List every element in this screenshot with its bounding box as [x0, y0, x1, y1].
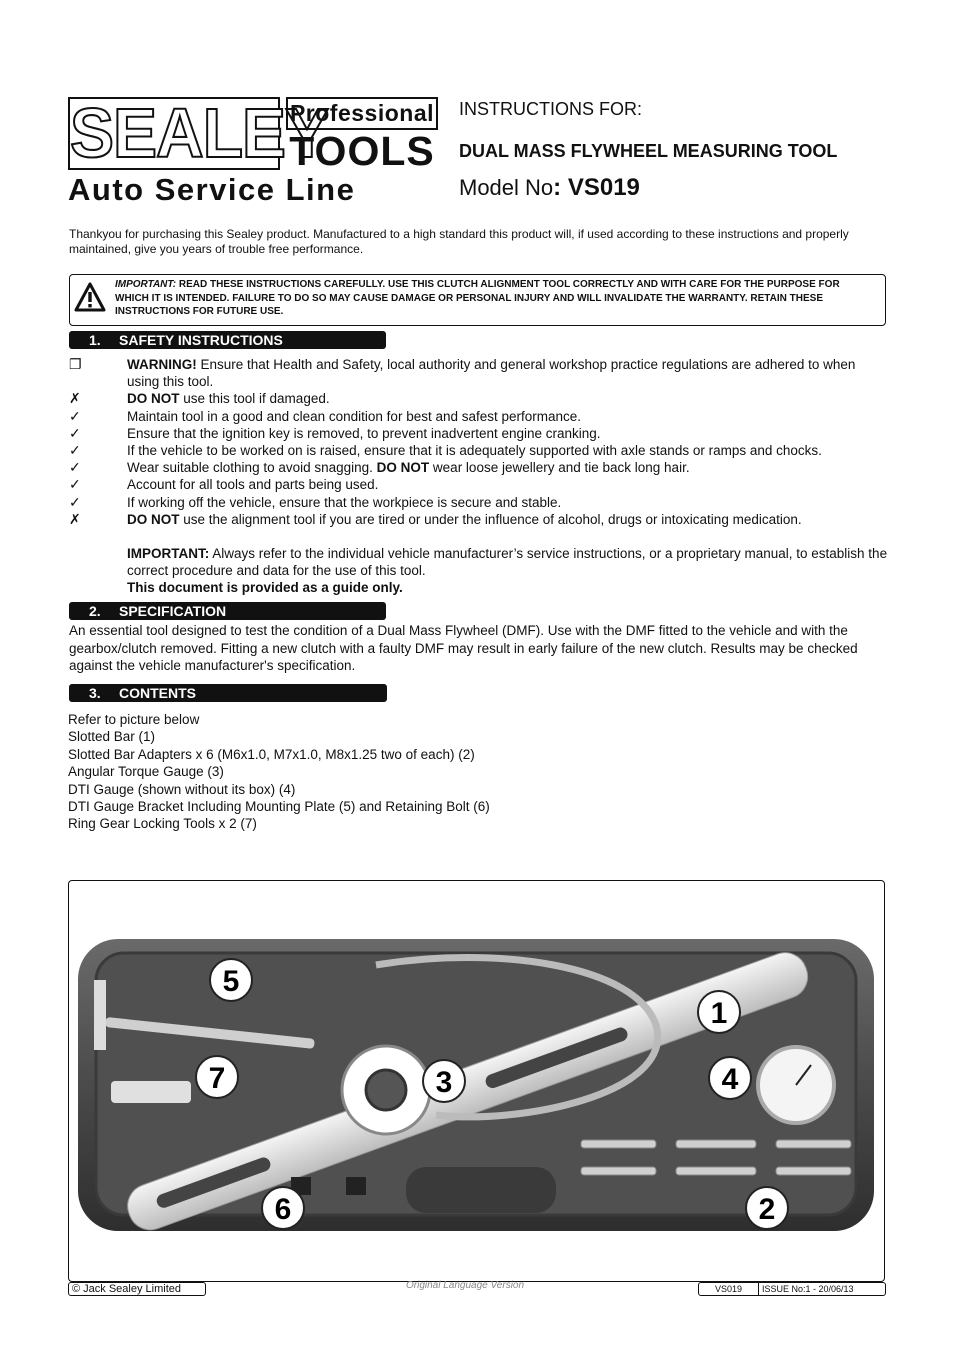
safety-bullet-icon: ❐ — [69, 356, 82, 372]
footer-issue: ISSUE No:1 - 20/06/13 — [762, 1284, 854, 1294]
safety-item — [69, 408, 889, 425]
safety-item — [69, 425, 889, 442]
footer-copyright: © Jack Sealey Limited — [68, 1282, 206, 1296]
footer-model: VS019 — [699, 1283, 759, 1295]
safety-item — [69, 356, 889, 390]
contents-list — [68, 711, 490, 833]
important-notice-text: IMPORTANT: READ THESE INSTRUCTIONS CAREFULLY. USE THIS CLUTCH ALIGNMENT TOOL CORRECTLY AND WITH CARE FOR THE PURPOSE FOR WHICH IT IS INTENDED. FAILURE TO DO SO MAY CAUSE DAMAGE OR PERSONAL INJURY AND WILL INVALIDATE THE WARRANTY. RETAIN THESE INSTRUCTIONS FOR FUTURE USE. — [115, 279, 840, 317]
callout-6: 6 — [274, 1193, 292, 1226]
safety-bullet-icon: ✓ — [69, 493, 81, 510]
contents-item: DTI Gauge (shown without its box) (4) — [68, 781, 296, 797]
contents-item: Ring Gear Locking Tools x 2 (7) — [68, 816, 257, 832]
safety-bullet-icon: ✓ — [69, 442, 81, 459]
callout-2: 2 — [758, 1193, 776, 1226]
safety-item — [69, 494, 889, 511]
safety-bullet-icon: ✓ — [69, 407, 81, 424]
safety-item-text: WARNING! Ensure that Health and Safety, local authority and general workshop practice regulations are adhered to when using this tool. — [127, 357, 856, 390]
callout-7: 7 — [208, 1062, 226, 1095]
contents-item: Slotted Bar (1) — [68, 729, 156, 745]
safety-item-text: DO NOT use this tool if damaged. — [127, 391, 330, 407]
contents-item: Slotted Bar Adapters x 6 (M6x1.0, M7x1.0, M8x1.25 two of each) (2) — [68, 746, 475, 762]
callout-5: 5 — [222, 965, 240, 998]
safety-bullet-icon: ✓ — [69, 424, 81, 441]
model-number: Model No: VS019 — [459, 174, 640, 201]
callout-3: 3 — [435, 1066, 453, 1099]
tools-logo-text: TOOLS — [289, 128, 435, 174]
safety-item-text: If working off the vehicle, ensure that the workpiece is secure and stable. — [127, 494, 562, 510]
safety-item-text: Wear suitable clothing to avoid snagging. DO NOT wear loose jewellery and tie back long hair. — [127, 460, 690, 476]
safety-bullet-icon: ✗ — [69, 510, 81, 527]
safety-item-text: If the vehicle to be worked on is raised, ensure that it is adequately supported with axle stands or ramps and chocks. — [127, 443, 822, 459]
safety-item-text: Ensure that the ignition key is removed, to prevent inadvertent engine cranking. — [127, 425, 601, 441]
section-header-safety: 1. SAFETY INSTRUCTIONS — [69, 331, 386, 349]
section-header-contents: 3. CONTENTS — [69, 684, 387, 702]
safety-bullet-icon: ✓ — [69, 476, 81, 493]
callout-4: 4 — [721, 1063, 739, 1096]
contents-item: Refer to picture below — [68, 712, 200, 727]
safety-important-note: IMPORTANT: Always refer to the individual vehicle manufacturer’s service instructions, or a proprietary manual, to establish the correct procedure and data for the use of this tool. This document is provided as a guide only. — [127, 546, 888, 596]
contents-item: Angular Torque Gauge (3) — [68, 764, 224, 780]
guide-only-note: This document is provided as a guide only. — [127, 580, 403, 596]
safety-bullet-icon: ✗ — [69, 390, 81, 407]
contents-item: DTI Gauge Bracket Including Mounting Plate (5) and Retaining Bolt (6) — [68, 799, 490, 815]
safety-item — [69, 390, 889, 407]
safety-item — [69, 442, 889, 459]
safety-item-text: DO NOT use the alignment tool if you are tired or under the influence of alcohol, drugs or intoxicating medication. — [127, 511, 802, 527]
safety-item — [69, 459, 889, 476]
section-header-specification: 2. SPECIFICATION — [69, 602, 386, 620]
safety-item-text: Maintain tool in a good and clean condition for best and safest performance. — [127, 408, 582, 424]
auto-service-line-logo: Auto Service Line — [68, 172, 356, 207]
warning-triangle-icon — [74, 282, 106, 312]
product-kit-photo — [76, 935, 876, 1235]
safety-item — [69, 476, 889, 493]
safety-instructions-list — [69, 356, 889, 597]
safety-bullet-icon: ✓ — [69, 459, 81, 476]
footer-original-language: Original Language Version — [406, 1280, 525, 1291]
specification-paragraph: An essential tool designed to test the condition of a Dual Mass Flywheel (DMF). Use with the DMF fitted to the vehicle and with the gearbox/clutch removed. Fitting a new clutch with a faulty DMF may result in early failure of the new clutch. Results may be checked against the vehicle manufacturer's specification. — [69, 623, 858, 673]
safety-item — [69, 511, 889, 528]
professional-logo-text: Professional — [289, 100, 435, 126]
callout-1: 1 — [710, 997, 728, 1030]
instructions-for-label: INSTRUCTIONS FOR: — [459, 99, 642, 119]
footer-issue-box — [698, 1282, 886, 1296]
safety-item-text: Account for all tools and parts being used. — [127, 477, 379, 493]
product-name: DUAL MASS FLYWHEEL MEASURING TOOL — [459, 141, 838, 161]
sealey-logo: SEALEY — [70, 94, 329, 172]
intro-paragraph: Thankyou for purchasing this Sealey product. Manufactured to a high standard this product will, if used according to these instructions and properly maintained, give you years of trouble free performance. — [69, 227, 849, 256]
